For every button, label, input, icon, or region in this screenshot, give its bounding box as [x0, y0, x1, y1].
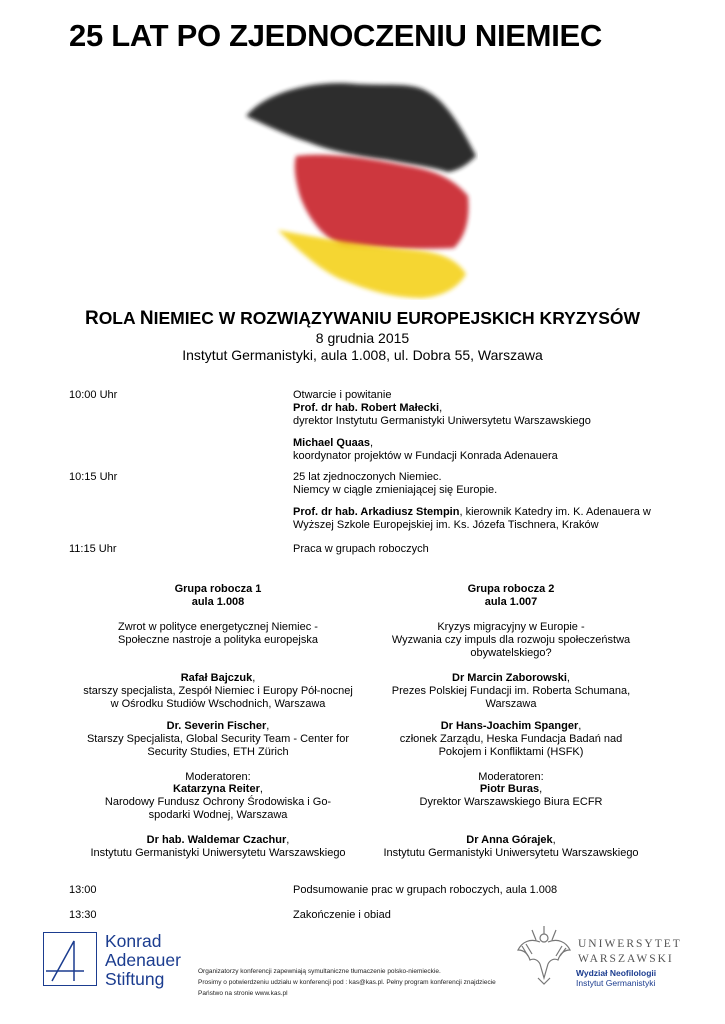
workgroup-1: Grupa robocza 1 aula 1.008 Zwrot w polityce energetycznej Niemiec - Społeczne nastroje a polityka europejska Rafał Bajczuk, starszy specjalista, Zespół Niemiec i Europy Pół-nocnej w Ośrodku Studiów Wschodnich, Warszawa Dr. Severin Fischer, Starszy Specjalista, Global Security Team - Center for Security Studies, ETH Zürich Moderatoren: Katarzyna Reiter, Narodowy Fundusz Ochrony Środowiska i Go- spodarki Wodnej, Warszawa Dr hab. Waldemar Czachur, Instytutu Germanistyki Uniwersytetu Warszawskiego — [83, 583, 353, 859]
kas-logo-mark — [43, 932, 97, 986]
conference-subtitle: ROLA NIEMIEC W ROZWIĄZYWANIU EUROPEJSKICH KRYZYSÓW — [84, 308, 641, 329]
workgroup-2: Grupa robocza 2 aula 1.007 Kryzys migracyjny w Europie - Wyzwania czy impuls dla rozwoju społeczeństwa obywatelskiego? Dr Marcin Zaborowski, Prezes Polskiej Fundacji im. Roberta Schumana, Warszawa Dr Hans-Joachim Spanger, członek Zarządu, Heska Fundacja Badań nad Pokojem i Konfliktami (HSFK) Moderatoren: Piotr Buras, Dyrektor Warszawskiego Biura ECFR Dr Anna Górajek, Instytutu Germanistyki Uniwersytetu Warszawskiego — [383, 583, 639, 859]
session-workgroups: Praca w grupach roboczych — [293, 543, 429, 555]
session-closing: Zakończenie i obiad — [293, 909, 391, 921]
german-flag-watercolor-image — [238, 78, 478, 300]
session-opening: Otwarcie i powitanie Prof. dr hab. Robert Małecki, dyrektor Instytutu Germanistyki Uniwersytetu Warszawskiego Michael Quaas, koordynator projektów w Fundacji Konrada Adenauera — [293, 389, 591, 462]
conference-venue: Instytut Germanistyki, aula 1.008, ul. Dobra 55, Warszawa — [182, 347, 543, 363]
session-summary: Podsumowanie prac w grupach roboczych, aula 1.008 — [293, 884, 558, 896]
uw-department: Wydział Neofilologii Instytut Germanistyki — [576, 968, 657, 988]
kas-logo-text: Konrad Adenauer Stiftung — [105, 931, 181, 989]
conference-date: 8 grudnia 2015 — [315, 330, 410, 346]
eagle-emblem-icon — [516, 920, 572, 986]
time-1015: 10:15 Uhr — [69, 471, 118, 483]
time-1115: 11:15 Uhr — [69, 543, 117, 555]
time-1000: 10:00 Uhr — [69, 389, 118, 401]
time-1300: 13:00 — [69, 884, 97, 896]
uw-name: UNIWERSYTET WARSZAWSKI — [578, 938, 682, 965]
session-lecture: 25 lat zjednoczonych Niemiec. Niemcy w ciągle zmieniającej się Europie. Prof. dr hab. Arkadiusz Stempin, kierownik Katedry im. K. Adenauera w Wyższej Szkole Europejskiej im. Ks. Józefa Tischnera, Kraków — [293, 471, 651, 531]
kas-logo-icon — [44, 933, 98, 987]
time-1330: 13:30 — [69, 909, 97, 921]
page-title: 25 LAT PO ZJEDNOCZENIU NIEMIEC — [69, 18, 602, 53]
footer-note: Organizatorzy konferencji zapewniają symultaniczne tłumaczenie polsko-niemieckie. Prosimy o potwierdzeniu udziału w konferencji pod : kas@kas.pl. Pełny program konferencji znajdziecie Państwo na stronie www.kas.pl — [198, 968, 496, 997]
uw-logo — [516, 920, 686, 992]
